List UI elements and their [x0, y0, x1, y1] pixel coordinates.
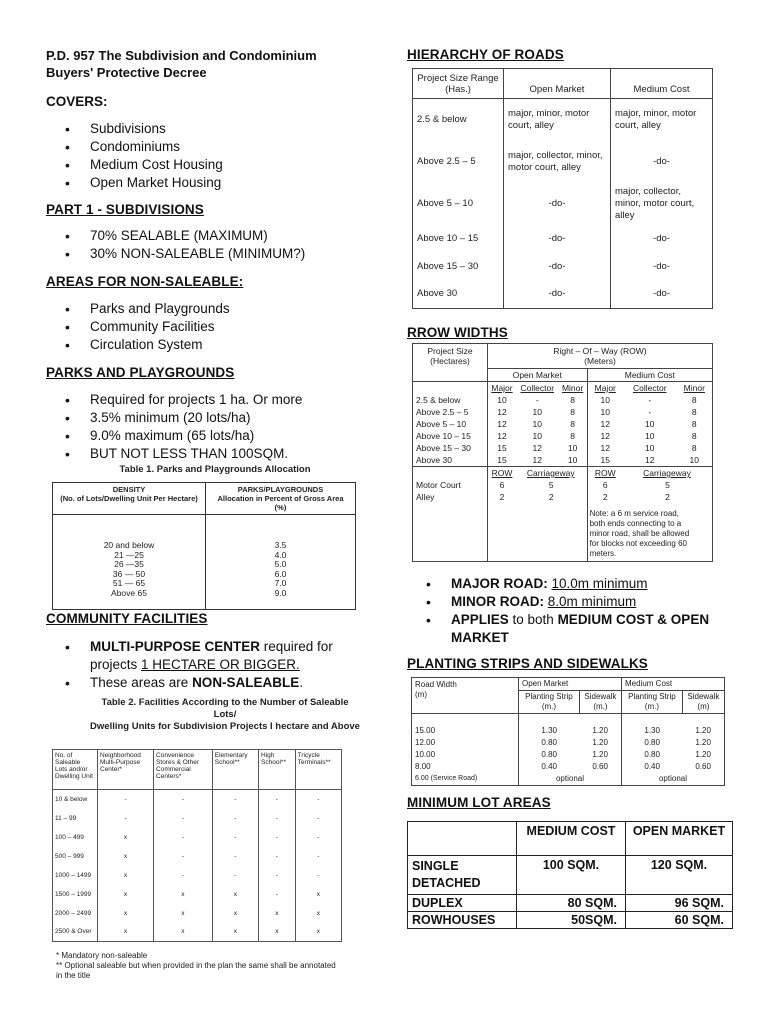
table-cell: - — [212, 790, 258, 809]
table-cell: 1.20 — [695, 738, 711, 747]
table-cell: -do- — [611, 141, 713, 183]
table-cell: 0.80 — [644, 750, 660, 759]
table-row — [413, 442, 713, 454]
nonsaleable-heading: AREAS FOR NON-SALEABLE: — [46, 274, 244, 289]
table-cell — [413, 503, 488, 562]
table-cell: x — [98, 904, 154, 923]
part1-list — [46, 227, 305, 263]
community-heading: COMMUNITY FACILITIES — [46, 611, 208, 626]
table-body — [53, 515, 356, 610]
table-header: Medium Cost — [611, 69, 713, 99]
density-cells: 20 and below 21 —25 26 —35 36 — 50 51 — 65 Above 65 — [53, 515, 206, 610]
table-header: Project Size (Hectares) — [413, 344, 488, 382]
hierarchy-heading: HIERARCHY OF ROADS — [407, 47, 564, 62]
list-item: • Open Market Housing — [46, 174, 223, 192]
table-row — [413, 183, 713, 225]
table-cell: 1.20 — [695, 750, 711, 759]
hierarchy-table — [412, 68, 713, 309]
table-row — [53, 904, 342, 923]
table-cell: 1.30 — [644, 726, 660, 735]
table-row — [412, 714, 725, 738]
list-item: • Condominiums — [46, 138, 223, 156]
table-row — [408, 856, 733, 895]
table-header: ROW — [491, 468, 513, 478]
table-cell: x — [295, 923, 341, 942]
table-cell: SINGLE DETACHED — [408, 856, 517, 895]
planting-heading: PLANTING STRIPS AND SIDEWALKS — [407, 656, 648, 671]
table-header: Open Market — [504, 69, 611, 99]
table-header: No. of Saleable Lots and/or Dwelling Unit — [53, 750, 98, 790]
table-header: PARKS/PLAYGROUNDS Allocation in Percent of Gross Area (%) — [206, 483, 356, 515]
table-cell: 6 — [602, 480, 608, 490]
table-row — [53, 866, 342, 885]
table-cell: - — [98, 790, 154, 809]
table-cell: x — [154, 904, 213, 923]
list-item: • APPLIES to both MEDIUM COST & OPEN MARKET — [407, 611, 737, 647]
table-cell: x — [98, 866, 154, 885]
list-item: • Subdivisions — [46, 120, 223, 138]
table-cell: 8 — [559, 430, 587, 442]
table-cell: -do- — [504, 225, 611, 253]
table-cell: x — [154, 923, 213, 942]
table-cell: Above 30 — [413, 281, 504, 309]
page-title: P.D. 957 The Subdivision and Condominium Buyers' Protective Decree — [46, 48, 317, 80]
table-cell: - — [295, 790, 341, 809]
table-header: High School** — [259, 750, 296, 790]
table-cell: - — [212, 847, 258, 866]
table-cell: 5 — [516, 479, 587, 491]
table-cell: x — [259, 904, 296, 923]
table-cell: 10 — [559, 442, 587, 454]
table-row — [53, 790, 342, 809]
table-cell: 12 — [497, 431, 507, 441]
table-cell: 100 – 499 — [53, 828, 98, 847]
list-item: • MINOR ROAD: 8.0m minimum — [407, 593, 737, 611]
table-cell: - — [295, 828, 341, 847]
list-item: • 70% SEALABLE (MAXIMUM) — [46, 227, 305, 245]
table-cell: 12 — [516, 454, 559, 467]
table-cell: Motor Court — [413, 479, 488, 491]
table-cell: - — [212, 809, 258, 828]
table-header: Planting Strip (m.) — [621, 691, 682, 714]
list-item: • Medium Cost Housing — [46, 156, 223, 174]
table-cell — [413, 382, 488, 395]
table-header: Collector — [520, 383, 555, 393]
list-item: • These areas are NON-SALEABLE. — [46, 674, 356, 692]
table-cell: 500 – 999 — [53, 847, 98, 866]
table-cell: - — [295, 809, 341, 828]
table-cell: 10.00 — [412, 749, 519, 761]
table-row — [413, 491, 713, 503]
table-row — [412, 773, 725, 786]
table-cell: 15 — [587, 454, 623, 467]
list-item: • MULTI-PURPOSE CENTER required for projects 1 HECTARE OR BIGGER. — [46, 638, 356, 674]
table-header-row — [413, 344, 713, 369]
table-header: Elementary School** — [212, 750, 258, 790]
table-cell: 50SQM. — [517, 912, 626, 929]
table-cell: 0.60 — [695, 762, 711, 771]
table-cell: x — [98, 923, 154, 942]
table-cell: 10 — [645, 431, 655, 441]
table-cell: x — [295, 904, 341, 923]
list-item: • 3.5% minimum (20 lots/ha) — [46, 409, 302, 427]
table-header — [408, 822, 517, 856]
rrow-note: Note: a 6 m service road, both ends connecting to a minor road, shall be allowed for blocks not exceeding 60 meters. — [589, 509, 690, 558]
table-cell: 96 SQM. — [626, 895, 733, 912]
table-header-row — [53, 750, 342, 790]
table-cell: x — [295, 885, 341, 904]
table-cell: Above 10 – 15 — [413, 430, 488, 442]
table-cell: 0.80 — [644, 738, 660, 747]
table-cell: x — [212, 923, 258, 942]
table-cell: 100 SQM. — [517, 856, 626, 895]
facilities-table — [52, 749, 342, 942]
table-cell: Above 30 — [413, 454, 488, 467]
table-cell: 0.80 — [541, 738, 557, 747]
table-cell: - — [295, 866, 341, 885]
table-row — [53, 885, 342, 904]
table-cell: 2 — [516, 491, 587, 503]
table-row — [413, 430, 713, 442]
table-cell: x — [212, 885, 258, 904]
table-cell: Above 10 – 15 — [413, 225, 504, 253]
covers-list — [46, 120, 223, 192]
table-cell: 1.20 — [695, 726, 711, 735]
table-cell: 8 — [691, 407, 697, 417]
table-cell: major, minor, motor court, alley — [611, 99, 713, 141]
table-cell: 1.20 — [579, 714, 621, 738]
table-cell: 15 — [488, 454, 516, 467]
table-cell: x — [154, 885, 213, 904]
table-header: MEDIUM COST — [517, 822, 626, 856]
table-header-row — [413, 382, 713, 395]
table-header: Carriageway — [643, 468, 691, 478]
table-cell: 8.00 — [412, 761, 519, 773]
table-cell: 1500 – 1999 — [53, 885, 98, 904]
allocation-cells: 3.5 4.0 5.0 6.0 7.0 9.0 — [274, 540, 287, 598]
list-item: • Required for projects 1 ha. Or more — [46, 391, 302, 409]
table-row — [53, 809, 342, 828]
table-cell: 10 — [532, 431, 543, 441]
rrow-table — [412, 343, 713, 562]
table-header: Collector — [632, 383, 667, 393]
table-cell: -do- — [611, 281, 713, 309]
table-header: Neighborhood Multi-Purpose Center* — [98, 750, 154, 790]
table-cell: 12.00 — [412, 737, 519, 749]
table-row — [53, 923, 342, 942]
table-cell: 1000 – 1499 — [53, 866, 98, 885]
table-cell: major, collector, minor, motor court, alley — [504, 141, 611, 183]
table-header: Sidewalk (m.) — [579, 691, 621, 714]
table-cell: -do- — [504, 253, 611, 281]
list-item: • Parks and Playgrounds — [46, 300, 230, 318]
parks-allocation-table — [52, 482, 356, 610]
nonsaleable-list — [46, 300, 230, 354]
list-item: • 30% NON-SALEABLE (MINIMUM?) — [46, 245, 305, 263]
table-cell: 0.80 — [541, 750, 557, 759]
road-bullets — [407, 575, 737, 647]
table-row — [408, 912, 733, 929]
table-cell: Above 2.5 – 5 — [413, 141, 504, 183]
table-header-row — [413, 69, 713, 99]
table-cell: 2 — [665, 492, 670, 502]
table-header: Major — [594, 383, 616, 393]
table-header-row — [412, 678, 725, 691]
table-cell: 12 — [600, 443, 610, 453]
table-cell: x — [98, 828, 154, 847]
table-header: Minor — [559, 382, 587, 395]
table-header-row — [53, 483, 356, 515]
table-cell: 10 — [645, 419, 655, 429]
table-cell: 0.40 — [541, 762, 557, 771]
table-cell: x — [212, 904, 258, 923]
table-cell — [413, 467, 488, 480]
table-row — [413, 141, 713, 183]
table2-caption: Table 2. Facilities According to the Number of Saleable Lots/ Dwelling Units for Subdivision Projects I hectare and Above — [90, 697, 360, 732]
table-cell: 8 — [691, 431, 697, 441]
table-cell: 1.20 — [579, 737, 621, 749]
table-header: Project Size Range (Has.) — [413, 69, 504, 99]
table-cell: - — [154, 790, 213, 809]
table-row — [413, 281, 713, 309]
table-cell: 0.40 — [644, 762, 660, 771]
table-cell: 6 — [499, 480, 505, 490]
table-cell: - — [98, 809, 154, 828]
table-row — [413, 406, 713, 418]
table-cell: - — [259, 866, 296, 885]
table-cell: 12 — [600, 419, 610, 429]
table-cell: optional — [519, 773, 622, 786]
table1-caption: Table 1. Parks and Playgrounds Allocation — [119, 464, 311, 475]
table-cell: 2.5 & below — [413, 394, 488, 406]
table-cell: 8 — [559, 394, 587, 406]
min-lot-table — [407, 821, 733, 929]
table-cell: - — [535, 395, 539, 405]
table-header: Convenience Stores & Other Commercial Centers* — [154, 750, 213, 790]
table-cell: - — [259, 828, 296, 847]
table-cell: 8 — [691, 443, 697, 453]
list-item: • MAJOR ROAD: 10.0m minimum — [407, 575, 737, 593]
table-row — [413, 454, 713, 467]
table-row — [412, 749, 725, 761]
table-cell: Above 15 – 30 — [413, 442, 488, 454]
table-cell: 120 SQM. — [626, 856, 733, 895]
table-cell: 10 — [532, 419, 543, 429]
table-cell: 1.30 — [541, 726, 557, 735]
table-cell: 5 — [665, 480, 670, 490]
table-header: Medium Cost — [587, 369, 712, 382]
table-cell: 12 — [532, 443, 543, 453]
table-header: Right – Of – Way (ROW) (Meters) — [488, 344, 713, 369]
table-cell: - — [259, 847, 296, 866]
table-cell: 2 — [499, 492, 505, 502]
table-cell: 10 & below — [53, 790, 98, 809]
covers-heading: COVERS: — [46, 94, 108, 109]
table-header: Tricycle Terminals** — [295, 750, 341, 790]
table-cell: 15 — [497, 443, 507, 453]
table-cell: Above 5 – 10 — [413, 418, 488, 430]
table-cell: - — [212, 866, 258, 885]
table-cell: Above 15 – 30 — [413, 253, 504, 281]
table-cell: major, minor, motor court, alley — [504, 99, 611, 141]
table-cell: 2.5 & below — [413, 99, 504, 141]
table-cell: 12 — [497, 407, 507, 417]
table-header: Sidewalk (m) — [682, 691, 724, 714]
table-cell: x — [98, 885, 154, 904]
table-cell: 2 — [602, 492, 608, 502]
table-row — [413, 253, 713, 281]
list-item: • 9.0% maximum (65 lots/ha) — [46, 427, 302, 445]
table-cell: - — [648, 395, 652, 405]
minlot-heading: MINIMUM LOT AREAS — [407, 795, 551, 810]
table-cell: 12 — [623, 454, 677, 467]
table-header: ROW — [594, 468, 616, 478]
table-cell: -do- — [611, 225, 713, 253]
table-cell: 12 — [600, 431, 610, 441]
table-cell: 2000 – 2499 — [53, 904, 98, 923]
table-cell: 15.00 — [412, 714, 519, 738]
table-cell: 80 SQM. — [517, 895, 626, 912]
table2-notes: * Mandatory non-saleable ** Optional saleable but when provided in the plan the same shall be annotated in the title — [56, 951, 336, 980]
table-cell: x — [98, 847, 154, 866]
table-header: Major — [491, 383, 513, 393]
table-cell: ROWHOUSES — [408, 912, 517, 929]
table-header-row — [413, 467, 713, 480]
table-cell: - — [154, 866, 213, 885]
list-item: • BUT NOT LESS THAN 100SQM. — [46, 445, 302, 463]
table-header: Open Market — [519, 678, 622, 691]
rrow-heading: RROW WIDTHS — [407, 325, 508, 340]
list-item: • Circulation System — [46, 336, 230, 354]
table-cell: - — [648, 407, 652, 417]
table-row — [413, 225, 713, 253]
table-cell: 2500 & Over — [53, 923, 98, 942]
part1-heading: PART 1 - SUBDIVISIONS — [46, 202, 204, 217]
table-cell: x — [259, 923, 296, 942]
table-cell: - — [259, 809, 296, 828]
table-cell: 60 SQM. — [626, 912, 733, 929]
table-cell: optional — [658, 774, 687, 783]
table-header: Road Width (m) — [412, 678, 519, 714]
table-cell — [488, 503, 588, 562]
table-cell: - — [295, 847, 341, 866]
table-header: Medium Cost — [621, 678, 724, 691]
table-cell: 10 — [497, 395, 507, 405]
table-row — [53, 828, 342, 847]
table-cell: -do- — [611, 253, 713, 281]
table-cell: 10 — [600, 407, 610, 417]
table-cell: - — [154, 828, 213, 847]
table-cell: Above 5 – 10 — [413, 183, 504, 225]
table-cell: - — [154, 809, 213, 828]
table-cell: - — [212, 828, 258, 847]
table-row — [413, 479, 713, 491]
table-row — [413, 503, 713, 562]
table-row — [413, 394, 713, 406]
table-cell: - — [259, 790, 296, 809]
parks-heading: PARKS AND PLAYGROUNDS — [46, 365, 235, 380]
table-cell: Above 2.5 – 5 — [413, 406, 488, 418]
table-cell: -do- — [504, 281, 611, 309]
table-cell: 8 — [691, 419, 697, 429]
table-cell: 10 — [645, 443, 655, 453]
list-item: • Community Facilities — [46, 318, 230, 336]
table-header-row — [408, 822, 733, 856]
table-row — [413, 418, 713, 430]
table-row — [408, 895, 733, 912]
table-cell: 8 — [559, 406, 587, 418]
table-cell: - — [154, 847, 213, 866]
table-row — [53, 847, 342, 866]
table-cell: 11 – 99 — [53, 809, 98, 828]
table-cell: 10 — [559, 454, 587, 467]
table-header: Planting Strip (m.) — [519, 691, 580, 714]
table-row — [412, 761, 725, 773]
table-header: Minor — [683, 383, 705, 393]
table-cell: 8 — [559, 418, 587, 430]
community-list — [46, 638, 356, 692]
table-cell: - — [259, 885, 296, 904]
table-row — [412, 737, 725, 749]
planting-table — [411, 677, 725, 786]
table-header: OPEN MARKET — [626, 822, 733, 856]
table-header: Carriageway — [516, 467, 587, 480]
table-cell: 10 — [532, 407, 543, 417]
table-header: Open Market — [488, 369, 588, 382]
table-cell: 8 — [691, 395, 697, 405]
table-cell: 10 — [677, 454, 713, 467]
table-cell: 12 — [497, 419, 507, 429]
table-header: DENSITY (No. of Lots/Dwelling Unit Per Hectare) — [53, 483, 206, 515]
table-cell: 10 — [600, 395, 610, 405]
table-row — [413, 99, 713, 141]
table-cell: 6.00 (Service Road) — [412, 773, 519, 786]
table-cell: 0.60 — [579, 761, 621, 773]
table-cell: major, collector, minor, motor court, alley — [611, 183, 713, 225]
table-cell: Alley — [413, 491, 488, 503]
table-cell: 1.20 — [579, 749, 621, 761]
parks-list — [46, 391, 302, 463]
table-cell: DUPLEX — [408, 895, 517, 912]
table-cell: -do- — [504, 183, 611, 225]
